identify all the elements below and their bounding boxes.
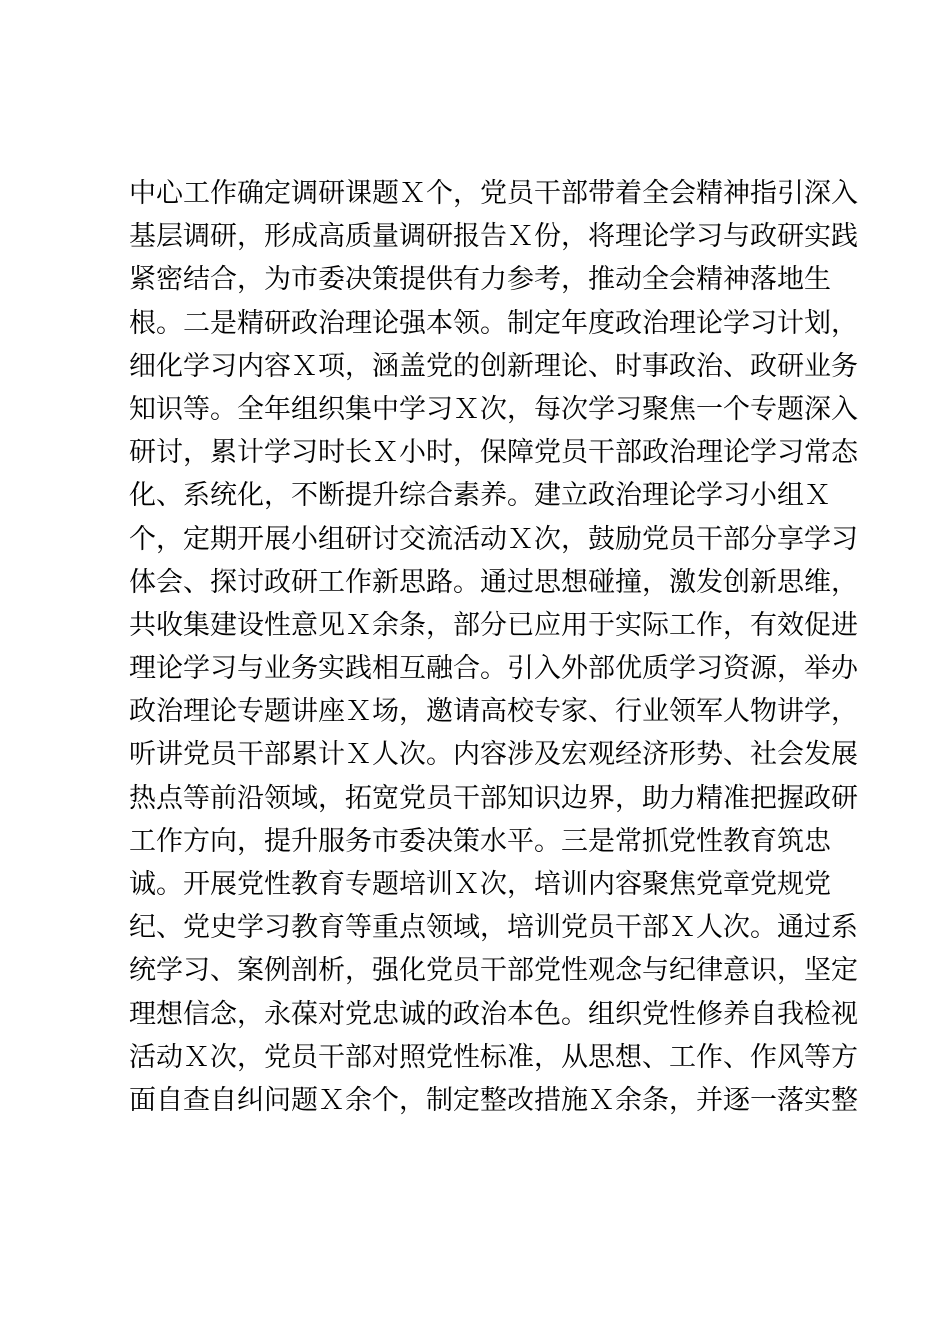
text-line: 知识等。全年组织集中学习Ｘ次，每次学习聚焦一个专题深入 (129, 393, 858, 425)
text-line: 面自查自纠问题Ｘ余个，制定整改措施Ｘ余条，并逐一落实整 (129, 1084, 858, 1116)
text-line: 个，定期开展小组研讨交流活动Ｘ次，鼓励党员干部分享学习 (129, 523, 858, 555)
text-line: 工作方向，提升服务市委决策水平。三是常抓党性教育筑忠 (129, 825, 831, 857)
text-line: 诚。开展党性教育专题培训Ｘ次，培训内容聚焦党章党规党 (129, 869, 831, 900)
text-line: 细化学习内容Ｘ项，涵盖党的创新理论、时事政治、政研业务 (129, 350, 858, 382)
text-line: 理论学习与业务实践相互融合。引入外部优质学习资源，举办 (129, 653, 858, 685)
text-line: 听讲党员干部累计Ｘ人次。内容涉及宏观经济形势、社会发展 (129, 739, 858, 771)
text-line: 体会、探讨政研工作新思路。通过思想碰撞，激发创新思维， (129, 566, 858, 598)
text-line: 纪、党史学习教育等重点领域，培训党员干部Ｘ人次。通过系 (129, 912, 858, 944)
text-line: 研讨，累计学习时长Ｘ小时，保障党员干部政治理论学习常态 (129, 437, 858, 469)
body-text (129, 172, 858, 1122)
text-line: 化、系统化，不断提升综合素养。建立政治理论学习小组Ｘ (129, 480, 831, 512)
text-line: 紧密结合，为市委决策提供有力参考，推动全会精神落地生 (129, 264, 831, 296)
text-line: 共收集建设性意见Ｘ余条，部分已应用于实际工作，有效促进 (129, 609, 858, 641)
text-line: 中心工作确定调研课题Ｘ个，党员干部带着全会精神指引深入 (129, 178, 858, 209)
text-line: 热点等前沿领域，拓宽党员干部知识边界，助力精准把握政研 (129, 782, 858, 814)
text-line: 理想信念，永葆对党忠诚的政治本色。组织党性修养自我检视 (129, 998, 858, 1030)
text-line: 基层调研，形成高质量调研报告Ｘ份，将理论学习与政研实践 (129, 221, 858, 253)
text-line: 统学习、案例剖析，强化党员干部党性观念与纪律意识，坚定 (129, 955, 858, 987)
text-line: 根。二是精研政治理论强本领。制定年度政治理论学习计划， (129, 307, 858, 339)
text-line: 政治理论专题讲座Ｘ场，邀请高校专家、行业领军人物讲学， (129, 696, 858, 728)
text-line: 活动Ｘ次，党员干部对照党性标准，从思想、工作、作风等方 (129, 1041, 858, 1073)
